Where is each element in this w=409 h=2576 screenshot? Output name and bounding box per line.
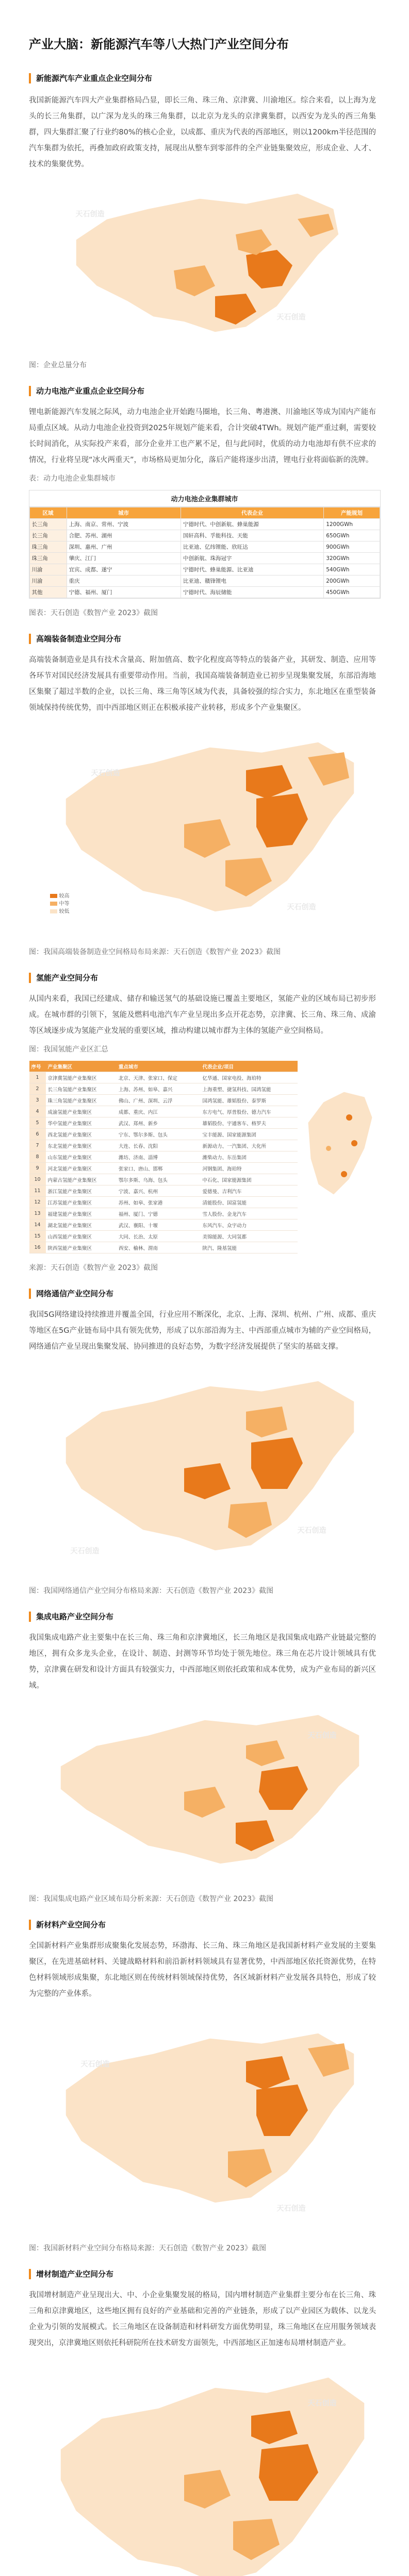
table-cell: 苏州、如皋、张家港 — [117, 1197, 201, 1208]
battery-table-title: 动力电池企业集群城市 — [29, 490, 380, 507]
table-cell: 肇庆、江门 — [67, 553, 181, 564]
table-cell: 上海、南京、常州、宁波 — [67, 519, 181, 530]
china-map-ic — [29, 1699, 380, 1885]
table-cell: 合肥、苏州、湖州 — [67, 530, 181, 541]
watermark: 天石创造 — [91, 769, 120, 777]
table-header-cell: 代表企业 — [181, 507, 323, 519]
table-header-row — [29, 507, 380, 519]
watermark: 天石创造 — [75, 210, 105, 218]
table-cell: 16 — [29, 1242, 46, 1253]
table-cell: 5 — [29, 1117, 46, 1129]
hydrogen-table — [29, 1061, 298, 1253]
table-cell: 上海、苏州、如皋、嘉兴 — [117, 1083, 201, 1095]
section-heading-materials: 新材料产业空间分布 — [29, 1920, 409, 1930]
table-cell: 珠三角 — [29, 541, 67, 553]
table-cell: 河钢集团、海珀特 — [200, 1163, 297, 1174]
watermark: 天石创造 — [287, 903, 316, 911]
table-cell: 比亚迪、亿纬锂能、欣旺达 — [181, 541, 323, 553]
table-cell: 武汉、郑州、新乡 — [117, 1117, 201, 1129]
table-cell: 650GWh — [324, 530, 380, 541]
table-row — [29, 587, 380, 598]
table-cell: 深圳、惠州、广州 — [67, 541, 181, 553]
source-caption-battery: 图表：天石创造《数智产业 2023》截图 — [29, 609, 158, 617]
table-row — [29, 1151, 298, 1163]
table-row — [29, 1219, 298, 1231]
figure-caption-network: 图：我国网络通信产业空间分布格局来源：天石创造《数智产业 2023》截图 — [29, 1587, 274, 1595]
section-paragraph-nev: 我国新能源汽车四大产业集群格局凸显，即长三角、珠三角、京津冀、川渝地区。综合来看，以上海为龙头的长三角集群，以广深为龙头的珠三角集群，以北京为龙头的京津冀集群，以西安为龙头的西三角集群，四大集群汇聚了行业约80%的核心企业，以成都、重庆为代表的西部地区，则以1200km半径范围的汽车集群为依托，再叠加政府政策支持，展现出从整车到零部件的全产业链集聚效应，形成企业、人才、技术的集聚优势。 — [29, 96, 376, 168]
section-heading-nev: 新能源汽车产业重点企业空间分布 — [29, 73, 409, 83]
table-row — [29, 564, 380, 575]
table-cell: 宁德时代、蜂巢能源、比亚迪 — [181, 564, 323, 575]
table-row — [29, 1242, 298, 1253]
table-row — [29, 1140, 298, 1151]
table-cell: 京津冀氢能产业集聚区 — [46, 1072, 117, 1083]
hub-marker — [346, 1114, 352, 1121]
table-row — [29, 1129, 298, 1140]
table-header-cell: 产能规划 — [324, 507, 380, 519]
table-row — [29, 1208, 298, 1219]
figure-caption-nev: 图：企业总量分布 — [29, 361, 87, 369]
table-row — [29, 1072, 298, 1083]
table-header-cell: 城市 — [67, 507, 181, 519]
table-cell: 山东氢能产业集聚区 — [46, 1151, 117, 1163]
watermark: 天石创造 — [297, 1527, 326, 1535]
table-cell: 华中氢能产业集聚区 — [46, 1117, 117, 1129]
table-cell: 中石化、国家能源集团 — [200, 1174, 297, 1185]
table-cell: 2 — [29, 1083, 46, 1095]
table-cell: 7 — [29, 1140, 46, 1151]
table-row — [29, 541, 380, 553]
table-cell: 10 — [29, 1174, 46, 1185]
table-cell: 540GWh — [324, 564, 380, 575]
table-cell: 900GWh — [324, 541, 380, 553]
table-cell: 浙江氢能产业集聚区 — [46, 1185, 117, 1197]
china-map-equipment — [29, 721, 380, 938]
section-paragraph-additive: 我国增材制造产业呈现出大、中、小企业集聚发展的格局，国内增材制造产业集群主要分布在长三角、珠三角和京津冀地区，这些地区拥有良好的产业基础和完善的产业链条，形成了以产业园区为载体、以龙头企业为引领的发展模式。长三角地区在设备制造和材料研发方面优势明显，珠三角地区在应用服务领域表现突出，京津冀地区则依托科研院所在技术研发方面领先，中西部地区正加速布局增材制造产业。 — [29, 2291, 376, 2347]
section-paragraph-battery: 锂电新能源汽车发展之际风，动力电池企业开始跑马圈地，长三角、粤港澳、川渝地区等成为国内产能布局重点区域。从动力电池企业投资到2025年规划产能来看，合计突破4TWh。规划产能严重过剩，需要较长时间消化，从实际投产来看，部分企业并工也产累不足，但与此同时，优质的动力电池却有供不应求的情况，行业将呈现“冰火两重天”，市场格局更加分化，落后产能将逐步出清，锂电行业将面临新的洗牌。 — [29, 408, 377, 464]
table-row — [29, 1197, 298, 1208]
section-paragraph-equipment: 高端装备制造业是具有技术含量高、附加值高、数字化程度高等特点的装备产业，其研发、制造、应用等各环节对国民经济发展具有重要带动作用。当前，我国高端装备制造业已初步呈现集聚发展，东部沿海地区集聚了超过半数的企业，以长三角、珠三角等区域为代表，具备较强的综合实力，东北地区在重型装备领域保持传统优势，而中西部地区则正在积极承接产业转移，形成多个产业集聚区。 — [29, 656, 376, 712]
legend-swatch — [50, 894, 57, 898]
table-cell: 1200GWh — [324, 519, 380, 530]
table-cell: 宝丰能源、国家能源集团 — [200, 1129, 297, 1140]
table-row — [29, 1231, 298, 1242]
table-row — [29, 530, 380, 541]
table-cell: 12 — [29, 1197, 46, 1208]
hub-marker — [326, 1146, 331, 1151]
section-heading-equipment: 高端装备制造业空间分布 — [29, 634, 409, 644]
table-cell: 宁德、福州、厦门 — [67, 587, 181, 598]
table-caption-hydrogen: 图：我国氢能产业区汇总 — [29, 1045, 108, 1054]
watermark: 天石创造 — [276, 313, 306, 321]
watermark: 天石创造 — [276, 2205, 306, 2213]
china-outline — [308, 1092, 372, 1195]
table-cell: 福建氢能产业集聚区 — [46, 1208, 117, 1219]
section-heading-additive: 增材制造产业空间分布 — [29, 2269, 409, 2279]
table-cell: 320GWh — [324, 553, 380, 564]
network-map-figure — [29, 1360, 380, 1577]
section-paragraph-network: 我国5G网络建设持续推进并覆盖全国，行业应用不断深化，北京、上海、深圳、杭州、广州、成都、重庆等地区在5G产业链布局中具有领先优势，形成了以东部沿海为主、中西部重点城市为辅的产业空间格局，网络通信产业呈现出集聚发展、协同推进的良好态势，为数字经济发展提供了坚实的基础支撑。 — [29, 1311, 376, 1351]
table-cell: 雄韬股份、宇通客车、格罗夫 — [200, 1117, 297, 1129]
section-heading-hydrogen: 氢能产业空间分布 — [29, 973, 409, 983]
table-row — [29, 1185, 298, 1197]
table-cell: 福州、厦门、宁德 — [117, 1208, 201, 1219]
table-cell: 宁德时代、中创新航、蜂巢能源 — [181, 519, 323, 530]
section-paragraph-materials: 全国新材料产业集群形成聚集化发展态势，环渤海、长三角、珠三角地区是我国新材料产业发展的主要集聚区，在先进基础材料、关键战略材料和前沿新材料领域具有显著优势，中西部地区依托资源优势，在特色材料领域形成集聚，东北地区则在传统材料领域保持优势，各区域新材料产业发展各具特色，形成了较为完整的产业体系。 — [29, 1942, 376, 1998]
table-cell: 北京、天津、张家口、保定 — [117, 1072, 201, 1083]
table-cell: 中创新航、珠海冠宇 — [181, 553, 323, 564]
table-cell: 重庆 — [67, 575, 181, 587]
section-heading-battery: 动力电池产业重点企业空间分布 — [29, 386, 409, 396]
table-cell: 宜宾、成都、遂宁 — [67, 564, 181, 575]
table-cell: 4 — [29, 1106, 46, 1117]
table-cell: 200GWh — [324, 575, 380, 587]
table-header-cell: 重点城市 — [117, 1061, 201, 1072]
china-map-network — [29, 1360, 380, 1577]
table-cell: 张家口、唐山、邯郸 — [117, 1163, 201, 1174]
table-cell: 东方电气、厚普股份、德力汽车 — [200, 1106, 297, 1117]
table-cell: 潍坊、济南、淄博 — [117, 1151, 201, 1163]
table-cell: 佛山、广州、深圳、云浮 — [117, 1095, 201, 1106]
table-cell: 亿华通、国家电投、海珀特 — [200, 1072, 297, 1083]
table-cell: 清能股份、国富氢能 — [200, 1197, 297, 1208]
materials-map-figure — [29, 2007, 380, 2234]
table-header-row — [29, 1061, 298, 1072]
hub-marker — [351, 1140, 357, 1146]
table-cell: 其他 — [29, 587, 67, 598]
table-cell: 山西氢能产业集聚区 — [46, 1231, 117, 1242]
table-cell: 江苏氢能产业集聚区 — [46, 1197, 117, 1208]
equipment-map-figure — [29, 721, 380, 938]
table-header-cell: 代表企业/项目 — [200, 1061, 297, 1072]
table-row — [29, 1163, 298, 1174]
legend-swatch — [50, 909, 57, 913]
nev-map-figure — [29, 178, 380, 348]
ic-map-figure — [29, 1699, 380, 1885]
battery-table — [29, 490, 381, 599]
table-cell: 武汉、襄阳、十堰 — [117, 1219, 201, 1231]
legend-label: 较低 — [59, 909, 70, 914]
table-cell: 新源动力、一汽集团、大化所 — [200, 1140, 297, 1151]
table-cell: 长三角氢能产业集聚区 — [46, 1083, 117, 1095]
table-cell: 东风汽车、众宇动力 — [200, 1219, 297, 1231]
legend-swatch — [50, 902, 57, 906]
map-legend — [50, 891, 70, 914]
figure-caption-materials: 图：我国新材料产业空间分布格局来源：天石创造《数智产业 2023》截图 — [29, 2244, 267, 2252]
table-cell: 河北氢能产业集聚区 — [46, 1163, 117, 1174]
table-row — [29, 575, 380, 587]
table-cell: 陕西氢能产业集聚区 — [46, 1242, 117, 1253]
table-cell: 国鸿氢能、雄韬股份、泰罗斯 — [200, 1095, 297, 1106]
table-cell: 湖北氢能产业集聚区 — [46, 1219, 117, 1231]
table-cell: 11 — [29, 1185, 46, 1197]
table-cell: 宁东、鄂尔多斯、包头 — [117, 1129, 201, 1140]
section-heading-network: 网络通信产业空间分布 — [29, 1289, 409, 1299]
legend-label: 较高 — [59, 893, 70, 899]
table-row — [29, 553, 380, 564]
table-cell: 潍柴动力、东岳集团 — [200, 1151, 297, 1163]
table-cell: 珠三角 — [29, 553, 67, 564]
table-cell: 美锦能源、大同氢都 — [200, 1231, 297, 1242]
page-title: 产业大脑：新能源汽车等八大热门产业空间分布 — [29, 37, 289, 52]
table-cell: 成渝氢能产业集聚区 — [46, 1106, 117, 1117]
source-caption-hydrogen: 来源：天石创造《数智产业 2023》截图 — [29, 1264, 158, 1272]
section-paragraph-ic: 我国集成电路产业主要集中在长三角、珠三角和京津冀地区，长三角地区是我国集成电路产业链最完整的地区，拥有众多龙头企业，在设计、制造、封测等环节均处于领先地位。珠三角在芯片设计领域具有优势，京津冀在研发和设计方面具有较强实力，中西部地区则依托政策和成本优势，成为产业布局的新兴区域。 — [29, 1634, 376, 1690]
table-cell: 爱德曼、吉利汽车 — [200, 1185, 297, 1197]
table-cell: 川渝 — [29, 564, 67, 575]
hub-marker — [341, 1171, 347, 1177]
table-row — [29, 1083, 298, 1095]
watermark: 天石创造 — [307, 2399, 337, 2408]
table-cell: 鄂尔多斯、乌海、包头 — [117, 1174, 201, 1185]
table-cell: 宁德时代、海辰储能 — [181, 587, 323, 598]
china-map-materials — [29, 2007, 380, 2234]
table-cell: 450GWh — [324, 587, 380, 598]
section-paragraph-hydrogen: 从国内来看，我国已经建成、储存和输送氢气的基础设施已覆盖主要地区，氢能产业的区域布局已初步形成。在城市群的引领下，氢能及燃料电池汽车产业呈现出多点开花态势，京津冀、长三角、珠三角、成渝等区域逐步成为氢能产业发展的重要区域，推动构建以城市群为主体的氢能产业空间格局。 — [29, 995, 376, 1035]
table-cell: 大同、长治、太原 — [117, 1231, 201, 1242]
figure-caption-equipment: 图：我国高端装备制造业空间格局布局来源：天石创造《数智产业 2023》截图 — [29, 948, 281, 956]
table-cell: 6 — [29, 1129, 46, 1140]
table-cell: 内蒙古氢能产业集聚区 — [46, 1174, 117, 1185]
table-header-cell: 序号 — [29, 1061, 46, 1072]
table-row — [29, 1095, 298, 1106]
table-cell: 8 — [29, 1151, 46, 1163]
table-cell: 川渝 — [29, 575, 67, 587]
table-cell: 大连、长春、沈阳 — [117, 1140, 201, 1151]
table-cell: 长三角 — [29, 519, 67, 530]
watermark: 天石创造 — [80, 2060, 110, 2069]
hydrogen-block — [29, 1061, 380, 1253]
table-cell: 1 — [29, 1072, 46, 1083]
table-cell: 陕汽、隆基氢能 — [200, 1242, 297, 1253]
table-cell: 15 — [29, 1231, 46, 1242]
table-caption-battery: 表：动力电池企业集群城市 — [29, 474, 116, 483]
watermark: 天石创造 — [307, 1732, 337, 1740]
table-cell: 9 — [29, 1163, 46, 1174]
table-row — [29, 1106, 298, 1117]
section-heading-ic: 集成电路产业空间分布 — [29, 1612, 409, 1622]
table-row — [29, 1174, 298, 1185]
table-cell: 比亚迪、赣锋锂电 — [181, 575, 323, 587]
table-cell: 西北氢能产业集聚区 — [46, 1129, 117, 1140]
table-cell: 成都、重庆、内江 — [117, 1106, 201, 1117]
additive-map-figure — [29, 2357, 380, 2576]
figure-caption-ic: 图：我国集成电路产业区域布局分析来源：天石创造《数智产业 2023》截图 — [29, 1895, 274, 1903]
table-row — [29, 1117, 298, 1129]
battery-table-grid — [29, 507, 380, 598]
china-map-additive — [29, 2357, 380, 2576]
table-cell: 东北氢能产业集聚区 — [46, 1140, 117, 1151]
table-cell: 西安、榆林、渭南 — [117, 1242, 201, 1253]
table-header-cell: 区域 — [29, 507, 67, 519]
table-cell: 国轩高科、孚能科技、天能 — [181, 530, 323, 541]
table-cell: 珠三角氢能产业集聚区 — [46, 1095, 117, 1106]
hydrogen-mini-map — [298, 1061, 380, 1236]
table-cell: 宁波、嘉兴、杭州 — [117, 1185, 201, 1197]
china-map-nev — [29, 178, 380, 348]
table-cell: 上海重塑、捷氢科技、国鸿氢能 — [200, 1083, 297, 1095]
table-row — [29, 519, 380, 530]
legend-label: 中等 — [59, 901, 70, 907]
table-cell: 14 — [29, 1219, 46, 1231]
table-cell: 13 — [29, 1208, 46, 1219]
table-cell: 长三角 — [29, 530, 67, 541]
table-cell: 3 — [29, 1095, 46, 1106]
table-cell: 雪人股份、金龙汽车 — [200, 1208, 297, 1219]
watermark: 天石创造 — [70, 1547, 100, 1555]
table-header-cell: 产业集聚区 — [46, 1061, 117, 1072]
